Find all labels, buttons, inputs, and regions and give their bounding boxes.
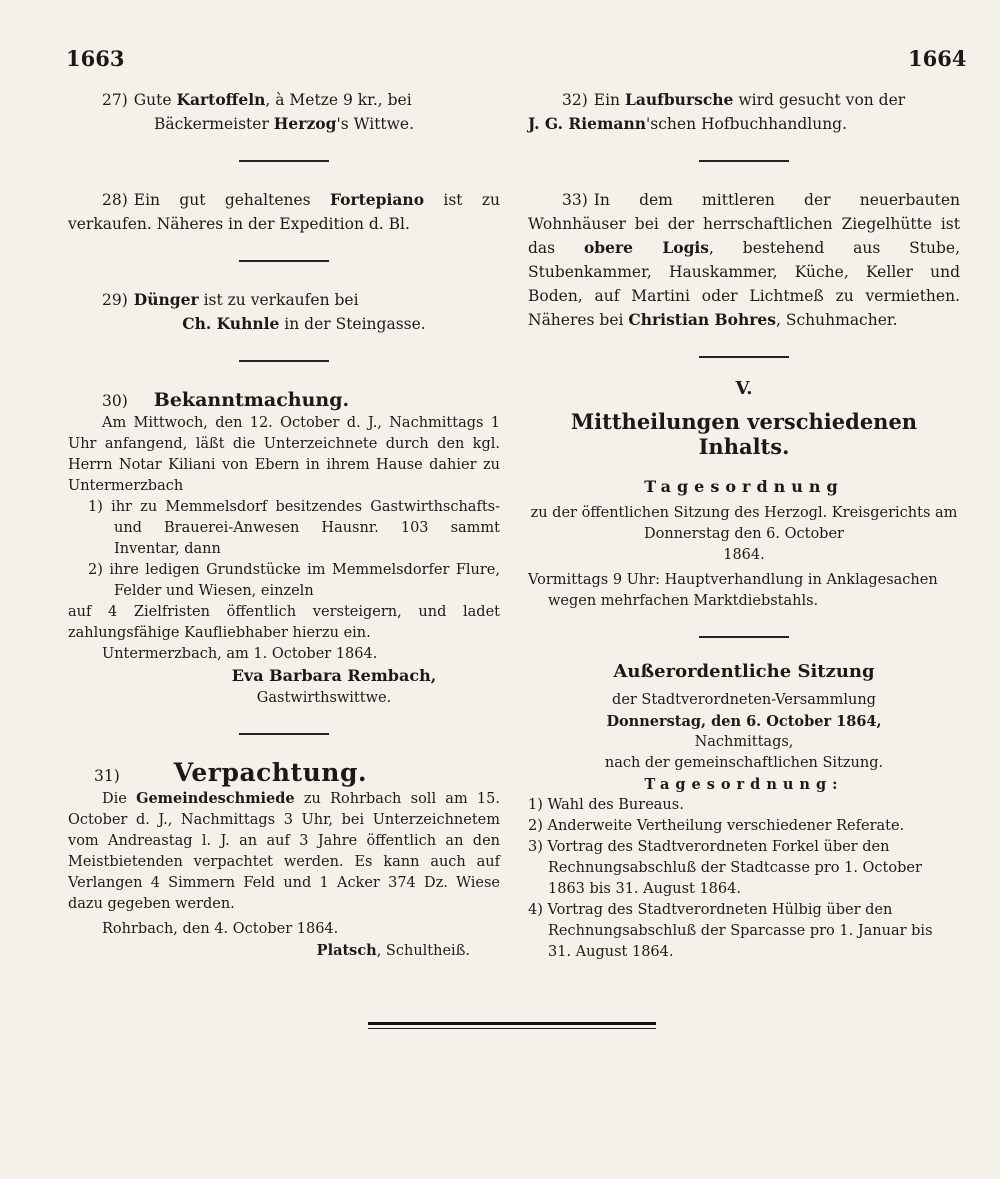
ad-32 [528,88,960,136]
ad-29 [68,288,500,336]
separator-rule [239,733,329,735]
separator-rule [239,160,329,162]
ad-signer: Eva Barbara Rembach, [231,666,437,685]
ad-keyword: Kartoffeln [176,90,266,109]
ad-list-item: 1) ihr zu Memmelsdorf besitzendes Gastwirthschafts- und Brauerei-Anwesen Hausnr. 103 sammt Inventar, dann [88,499,500,557]
ad-text: Gute [133,91,177,109]
ad-text: In dem mittleren der neuerbauten Wohnhäuser bei der herrschaftlichen Ziegelhütte ist das [528,191,960,257]
ad-text: ist zu verkaufen. Näheres in der Expedition d. Bl. [68,191,500,233]
page-number-right: 1664 [908,46,967,71]
ad-signer: Platsch [316,942,377,959]
ad-name: J. G. Riemann [528,114,647,133]
session-line: Nachmittags, [694,734,794,750]
ad-text: Ein [593,91,625,109]
ad-number: 28) [102,191,128,209]
ad-number: 32) [562,91,588,109]
ad-31 [68,758,500,962]
ad-signer-title: , Schultheiß. [376,943,470,959]
session-line: der Stadtverordneten-Versammlung [612,692,876,708]
ad-text: zu Rohrbach soll am 15. October d. J., Nachmittags 3 Uhr, bei Unterzeichnetem vom Andreastag l. J. an auf 3 Jahre öffentlich an den Meistbietenden verpachtet werden. Es kann auch auf Verlangen 4 Simmern Feld und 1 Acker 374 Dz. Wiese dazu gegeben werden. [68,791,500,912]
session-agenda-title: Tagesordnung: [644,776,844,793]
section-title: Mittheilungen verschiedenen Inhalts. [570,409,918,459]
ad-text: in der Steingasse. [279,315,426,333]
ad-text: , bestehend aus Stube, Stubenkammer, Hauskammer, Küche, Keller und Boden, auf Martini oder Lichtmeß zu vermiethen. Näheres bei [528,239,961,329]
ad-keyword: Dünger [133,290,199,309]
separator-rule [699,356,789,358]
ad-text: Ein gut gehaltenes [133,191,330,209]
ad-body: Am Mittwoch, den 12. October d. J., Nachmittags 1 Uhr anfangend, läßt die Unterzeichnete durch den kgl. Herrn Notar Kiliani von Ebern in ihrem Hause dahier zu Untermerzbach [68,415,500,494]
ad-30 [68,388,500,709]
ad-keyword: Laufbursche [624,90,734,109]
agenda-subtitle: zu der öffentlichen Sitzung des Herzogl. Kreisgerichts am Donnerstag den 6. October [530,505,958,542]
session-agenda-item: 2) Anderweite Vertheilung verschiedener Referate. [528,818,905,834]
ad-number: 31) [94,767,120,785]
separator-rule [699,160,789,162]
ad-closing: auf 4 Zielfristen öffentlich versteigern, und ladet zahlungsfähige Kaufliebhaber hierzu ein. [68,604,500,641]
session-agenda-item: 3) Vortrag des Stadtverordneten Forkel über den Rechnungsabschluß der Stadtcasse pro 1. October 1863 bis 31. August 1864. [528,839,922,897]
separator-rule [699,636,789,638]
right-column [528,88,960,963]
ad-number: 33) [562,191,588,209]
ad-number: 30) [102,392,128,410]
page-number-left: 1663 [66,46,125,71]
session-agenda-item: 4) Vortrag des Stadtverordneten Hülbig über den Rechnungsabschluß der Sparcasse pro 1. Januar bis 31. August 1864. [528,902,933,960]
section-numeral: V. [735,378,753,399]
ad-text: 'schen Hofbuchhandlung. [646,115,848,133]
ad-text: , à Metze 9 kr., bei [265,91,412,109]
session-notice [528,660,960,963]
ad-name: Christian Bohres [628,310,777,329]
agenda-item: Vormittags 9 Uhr: Hauptverhandlung in Anklagesachen wegen mehrfachen Marktdiebstahls. [528,572,938,609]
session-line: nach der gemeinschaftlichen Sitzung. [604,755,884,771]
ad-signer-title: Gastwirthswittwe. [256,690,392,706]
session-title: Außerordentliche Sitzung [613,661,875,682]
agenda-court [528,475,960,612]
separator-rule [239,360,329,362]
ad-name: Herzog [273,114,337,133]
ad-text: , Schuhmacher. [776,311,898,329]
separator-rule [239,260,329,262]
session-date: Donnerstag, den 6. October 1864, [606,713,882,730]
ad-text: ist zu verkaufen bei [198,291,359,309]
ad-keyword: Fortepiano [329,190,425,209]
ad-keyword: obere Logis [583,238,710,257]
ad-27 [68,88,500,136]
ad-number: 27) [102,91,128,109]
ad-title: Verpachtung. [173,758,368,787]
ad-list-item: 2) ihre ledigen Grundstücke im Memmelsdorfer Flure, Felder und Wiesen, einzeln [88,562,500,599]
ad-33 [528,188,960,332]
ad-place-date: Rohrbach, den 4. October 1864. [102,921,339,937]
ad-number: 29) [102,291,128,309]
ad-keyword: Gemeindeschmiede [136,790,295,807]
session-agenda-item: 1) Wahl des Bureaus. [528,797,684,813]
closing-double-rule [368,1022,656,1029]
ad-place-date: Untermerzbach, am 1. October 1864. [102,646,378,662]
ad-text: Die [102,791,137,807]
agenda-title: Tagesordnung [644,477,844,496]
ad-text: Bäckermeister [153,115,274,133]
left-column [68,88,500,962]
ad-text: 's Wittwe. [336,115,415,133]
agenda-year: 1864. [723,547,765,563]
ad-name: Ch. Kuhnle [182,314,280,333]
ad-title: Bekanntmachung. [153,389,350,411]
ad-28 [68,188,500,236]
ad-text: wird gesucht von der [733,91,906,109]
